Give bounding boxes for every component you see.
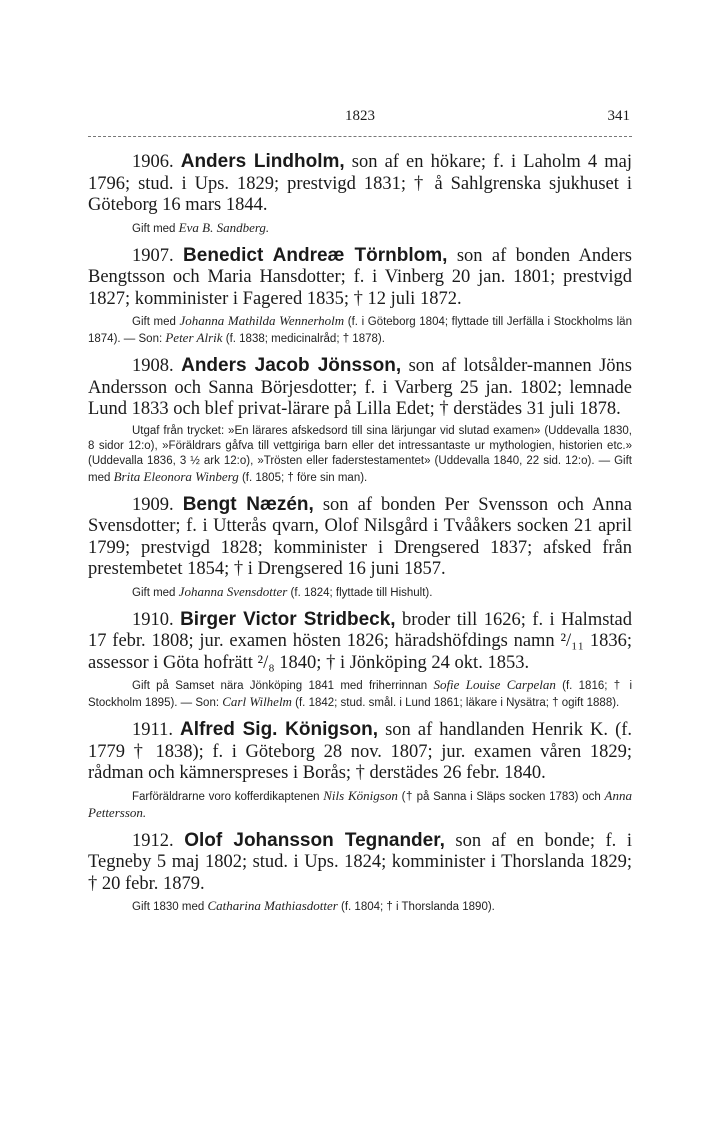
entry-main-text [88, 355, 632, 421]
entry-number: 1907. [132, 245, 174, 266]
entry-text: broder till 1626; f. i Halmstad 17 febr. 1808; jur. examen hösten 1826; häradshöfdings namn ²/₁₁ 1836; assessor i Göta hofrätt ²/₈ 1840; † i Jönköping 24 okt. 1853. [88, 609, 633, 673]
entry-1911 [88, 719, 632, 822]
entry-note: Gift med Eva B. Sandberg. [132, 219, 270, 235]
entry-main-text [88, 494, 632, 581]
entry-note: Gift på Samset nära Jönköping 1841 med friherrinnan Sofie Louise Carpelan (f. 1816; † i Stockholm 1895). — Son: Carl Wilhelm (f. 1842; stud. smål. i Lund 1861; läkare i Nysätra; † ogift 1888). [88, 677, 632, 709]
entry-1907 [88, 245, 632, 348]
entry-name: Benedict Andreæ Törnblom, [183, 244, 448, 266]
entry-text: son af bonden Per Svensson och Anna Svensdotter; f. i Utterås qvarn, Olof Nilsgård i Tvååkers socken 21 april 1799; prestvigd 1828; komminister i Drengsered 1837; afsked från prestembetet 1854; † i Drengsered 16 juni 1857. [88, 494, 633, 579]
entry-1910 [88, 609, 632, 712]
entry-note: Utgaf från trycket: »En lärares afskedsord till sina lärjungar vid slutad examen» (Uddevalla 1830, 8 sidor 12:o), »Föräldrars gåfva till vettgiriga barn eller det intressantaste ur mythologien, historien etc.» (Uddevalla 1836, 3 ½ ark 12:o), »Trösten eller faderstestamentet» (Uddevalla 1840, 22 sid. 12:o). — Gift med Brita Eleonora Winberg (f. 1805; † före sin man). [88, 424, 632, 484]
entry-1906 [88, 151, 632, 237]
entry-1909 [88, 494, 632, 601]
document-page [88, 108, 632, 923]
running-head [88, 108, 632, 132]
entry-note: Gift 1830 med Catharina Mathiasdotter (f. 1804; † i Thorslanda 1890). [132, 898, 495, 913]
entry-number: 1909. [132, 494, 174, 515]
entry-1912 [88, 830, 632, 916]
entry-text: son af en hökare; f. i Laholm 4 maj 1796; stud. i Ups. 1829; prestvigd 1831; † å Sahlgrenska sjukhuset i Göteborg 16 mars 1844. [88, 152, 632, 215]
header-rule [88, 136, 632, 137]
entry-main-text [88, 151, 632, 217]
entry-main-text [88, 609, 632, 675]
entry-note: Gift med Johanna Svensdotter (f. 1824; flyttade till Hishult). [132, 583, 433, 599]
entry-name: Birger Victor Stridbeck, [180, 608, 396, 630]
entry-name: Anders Jacob Jönsson, [181, 355, 402, 376]
entry-text: son af bonden Anders Bengtsson och Maria Hansdotter; f. i Vinberg 20 jan. 1801; prestvigd 1827; komminister i Fagered 1835; † 12 juli 1872. [88, 245, 633, 309]
entry-number: 1908. [132, 356, 174, 376]
entry-main-text [88, 830, 632, 896]
entry-text: son af handlanden Henrik K. (f. 1779 † 1838); f. i Göteborg 28 nov. 1807; jur. examen våren 1829; rådman och kämnerspreses i Borås; † derstädes 26 febr. 1840. [88, 720, 633, 783]
entry-name: Bengt Næzén, [182, 493, 314, 515]
header-year: 1823 [345, 108, 375, 124]
entry-number: 1911. [132, 720, 173, 740]
entry-text: son af en bonde; f. i Tegneby 5 maj 1802; stud. i Ups. 1824; komminister i Thorslanda 1829; † 20 febr. 1879. [88, 830, 633, 894]
entry-main-text [88, 245, 632, 311]
entry-name: Alfred Sig. Königson, [180, 719, 379, 740]
entry-name: Anders Lindholm, [180, 151, 345, 172]
entry-number: 1912. [132, 830, 174, 851]
page-number: 341 [607, 108, 630, 124]
entry-1908 [88, 355, 632, 486]
entry-name: Olof Johansson Tegnander, [184, 829, 445, 851]
entry-main-text [88, 719, 632, 785]
entry-text: son af lotsålder-mannen Jöns Andersson och Sanna Börjesdotter; f. i Varberg 25 jan. 1802; lemnade Lund 1833 och blef privat-lärare på Lilla Edet; † derstädes 31 juli 1878. [88, 356, 632, 419]
entry-number: 1906. [132, 152, 174, 172]
entry-number: 1910. [132, 609, 174, 630]
entry-note: Farföräldrarne voro kofferdikaptenen Nils Königson († på Sanna i Släps socken 1783) och Anna Pettersson. [88, 787, 632, 820]
entry-note: Gift med Johanna Mathilda Wennerholm (f. i Göteborg 1804; flyttade till Jerfälla i Stockholms län 1874). — Son: Peter Alrik (f. 1838; medicinalråd; † 1878). [88, 313, 632, 345]
